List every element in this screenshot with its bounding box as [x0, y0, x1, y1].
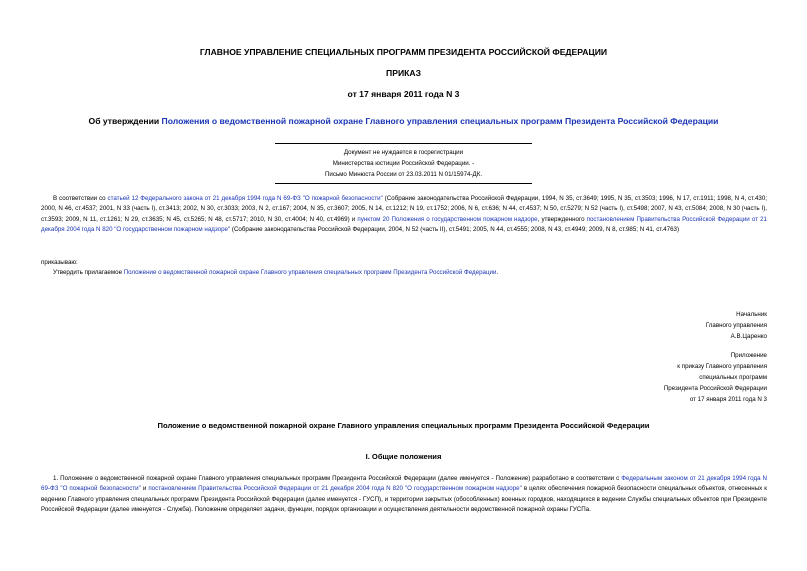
appendix-line-4: Президента Российской Федерации — [663, 385, 767, 392]
doc-date: от 17 января 2011 года N 3 — [347, 89, 460, 99]
reg-text-1: 1. Положение о ведомственной пожарной охране Главного управления специальных программ Президента Российской Федерации (далее именуется - Положение) разработано в соответствии с — [53, 475, 622, 482]
org-name: ГЛАВНОЕ УПРАВЛЕНИЕ СПЕЦИАЛЬНЫХ ПРОГРАММ ПРЕЗИДЕНТА РОССИЙСКОЙ ФЕДЕРАЦИИ — [199, 47, 608, 57]
preamble-text-2: (Собрание законодательства Российской Федерации, 1994, N 35, ст.3649; 1995, N 35, ст.3503; 1996, N 17, ст.1911; 1998, N 4, ст.430; 2000, N 46, ст.4537; 2001, N 33 (часть I), ст.3413; 2002, N 30, ст.3033; 2003, N 2, ст.167; 2004, N 35, ст.3607; 2005, N 14, ст.1212; N 19, ст.1752; 2006, N 6, ст.636; N 44, ст.4537; N 50, ст.5279; N 52 (часть I), ст.5498; 2007, N 43, ст.5084; 2008, N 30 (часть I), ст.3593; 2009, N 11, ст.1261; N 29, ст.3635; N 45, ст.5265; N 48, ст.5717; 2010, N 30, ст.4004; N 40, ст.4969) и — [41, 195, 767, 223]
page-title — [0, 116, 807, 126]
registration-line-1: Документ не нуждается в госрегистрации — [343, 149, 464, 156]
preamble-text-1: В соответствии со — [53, 195, 108, 202]
signature-org: Главного управления — [705, 322, 767, 329]
law-69-fz-link[interactable]: статьей 12 Федерального закона от 21 декабря 1994 года N 69-ФЗ "О пожарной безопасности" — [107, 195, 383, 202]
registration-top-rule — [275, 143, 532, 144]
registration-line-3: Письмо Минюста России от 23.03.2011 N 01/15974-ДК. — [324, 171, 483, 178]
approve-prefix: Утвердить прилагаемое — [53, 269, 124, 276]
fire-supervision-clause-link[interactable]: пунктом 20 Положения о государственном пожарном надзоре — [357, 215, 538, 223]
regulation-link[interactable]: Положение о ведомственной пожарной охране Главного управления специальных программ Президента Российской Федерации — [123, 269, 497, 276]
approve-suffix: . — [496, 269, 499, 276]
reg-text-3: в целях обеспечения пожарной безопасности специальных объектов, отнесенных к ведению Главного управления специальных программ Президента Российской Федерации (далее именуется - ГУСП), и территории закрытых (обособленных) военных городков, находящихся в ведении Службы специальных объектов при Президенте Российской Федерации (далее именуется - Служба). Положение определяет задачи, функции, порядок организации и осуществления деятельности ведомственной пожарной охраны ГУСПа. — [41, 485, 767, 514]
appendix-line-2: к приказу Главного управления — [677, 363, 767, 370]
order-approve — [53, 268, 767, 278]
title-prefix: Об утверждении — [88, 116, 162, 126]
government-decree-820-link[interactable]: постановлением Правительства Российской Федерации от 21 декабря 2004 года N 820 "О государственном пожарном надзоре" — [41, 215, 768, 234]
decree-820-link[interactable]: постановлением Правительства Российской Федерации от 21 декабря 2004 года N 820 "О государственном пожарном надзоре" — [148, 485, 522, 493]
title-link[interactable]: Положения о ведомственной пожарной охране Главного управления специальных программ Президента Российской Федерации — [161, 116, 719, 126]
federal-law-link[interactable]: Федеральным законом от 21 декабря 1994 года N 69-ФЗ "О пожарной безопасности" — [41, 475, 767, 493]
regulation-paragraph-1 — [41, 474, 767, 516]
signature-name: А.В.Царенко — [730, 333, 767, 340]
signature-position: Начальник — [736, 311, 767, 318]
section-heading: I. Общие положения — [365, 452, 442, 461]
registration-bottom-rule — [275, 183, 532, 184]
order-word: приказываю: — [41, 259, 78, 266]
registration-line-2: Министерства юстиции Российской Федерации. - — [332, 160, 475, 167]
preamble-paragraph — [41, 194, 767, 236]
appendix-line-1: Приложение — [730, 352, 767, 359]
reg-text-2: и — [140, 485, 149, 493]
preamble-text-4: (Собрание законодательства Российской Федерации, 2004, N 52 (часть II), ст.5491; 2005, N 44, ст.4555; 2008, N 43, ст.4949; 2009, N 8, ст.985; N 41, ст.4763) — [230, 226, 680, 234]
regulation-title: Положение о ведомственной пожарной охране Главного управления специальных программ Президента Российской Федерации — [157, 421, 650, 430]
appendix-line-3: специальных программ — [699, 374, 767, 381]
doc-type: ПРИКАЗ — [386, 68, 421, 78]
preamble-text-3: , утвержденного — [537, 215, 587, 223]
appendix-line-5: от 17 января 2011 года N 3 — [689, 396, 767, 403]
